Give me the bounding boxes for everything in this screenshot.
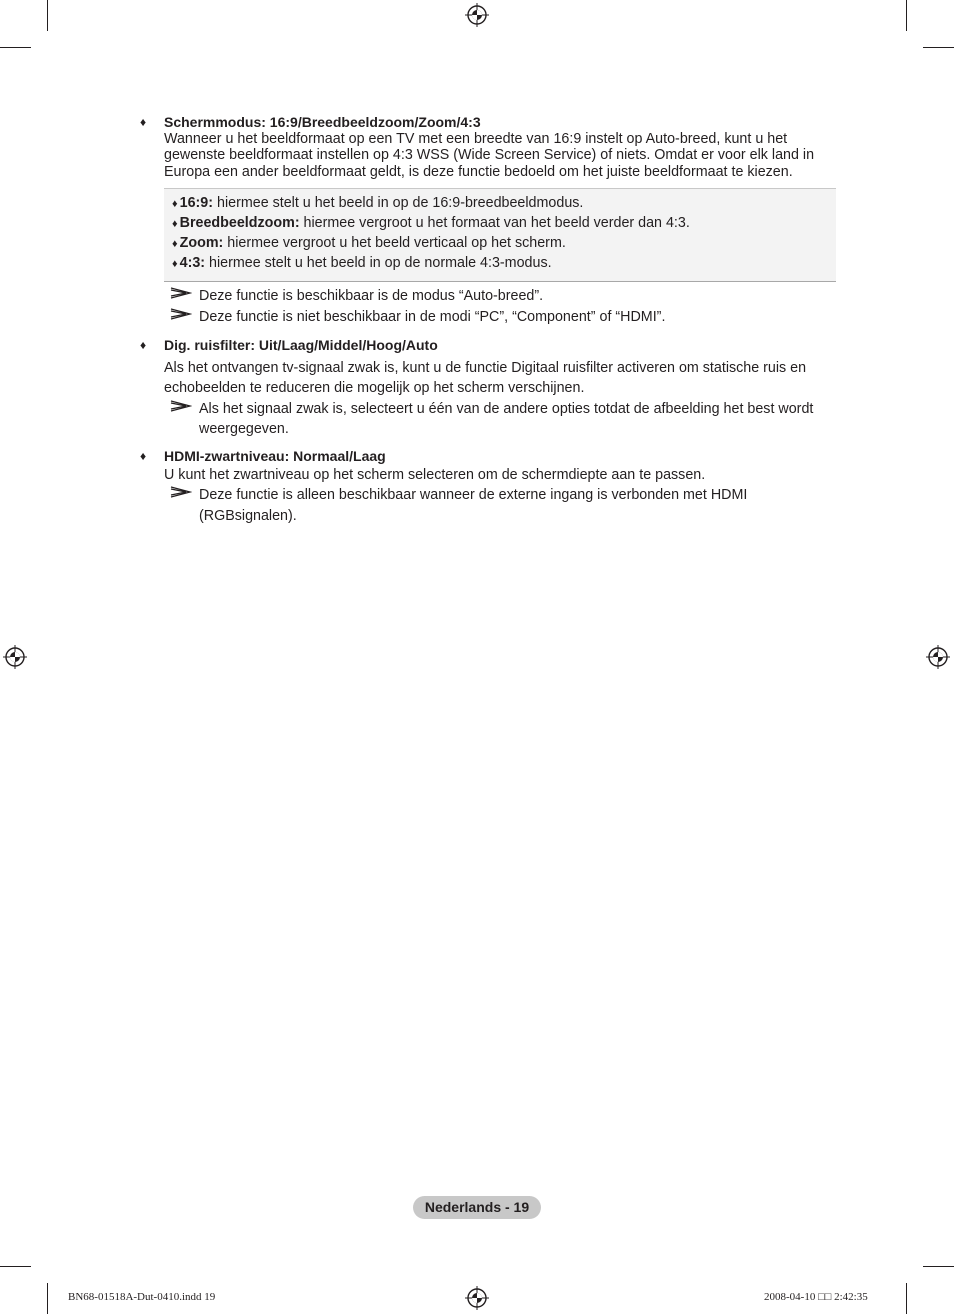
diamond-bullet-icon: ♦ [172,218,178,231]
section-body: U kunt het zwartniveau op het scherm selecteren om de schermdiepte aan te passen. [164,466,706,483]
diamond-bullet-icon: ♦ [172,198,178,211]
option-term: 4:3: [179,255,206,272]
note-text: Deze functie is beschikbaar is de modus “Auto-breed”. [199,288,544,305]
section-ruisfilter [140,337,840,440]
note [164,307,840,328]
option-term: Breedbeeldzoom: [179,215,300,232]
crop-mark-bottom-left-v [47,1283,48,1314]
diamond-bullet-icon: ♦ [140,338,147,353]
note-text: Deze functie is alleen beschikbaar wanneer de externe ingang is verbonden met HDMI (RGBsignalen). [199,487,748,524]
note-text: Deze functie is niet beschikbaar in de modi “PC”, “Component” of “HDMI”. [199,308,666,325]
note-arrow-icon [170,307,192,328]
option-item [172,254,828,274]
section-body: Als het ontvangen tv-signaal zwak is, kunt u de functie Digitaal ruisfilter activeren om statische ruis en echobeelden te reduceren die mogelijk op het scherm verschijnen. [164,359,807,397]
option-item [172,234,828,254]
registration-mark-icon [465,1286,489,1310]
page-number-badge: Nederlands - 19 [413,1196,541,1219]
crop-mark-top-right-v [906,0,907,31]
crop-mark-top-right-h [923,47,954,48]
diamond-bullet-icon: ♦ [140,448,147,463]
section-heading: Dig. ruisfilter: Uit/Laag/Middel/Hoog/Auto [164,337,438,354]
print-slug-right: 2008-04-10 □□ 2:42:35 [764,1291,868,1303]
option-text: hiermee vergroot u het beeld verticaal op het scherm. [223,235,566,252]
page-content [140,114,840,526]
note-text: Als het signaal zwak is, selecteert u één van de andere opties totdat de afbeelding het best wordt weergegeven. [199,400,814,438]
option-text: hiermee stelt u het beeld in op de normale 4:3-modus. [205,255,552,272]
print-slug-left: BN68-01518A-Dut-0410.indd 19 [68,1291,216,1303]
note [164,399,840,440]
crop-mark-top-left-v [47,0,48,31]
option-item [172,214,828,234]
note [164,286,840,307]
section-schermmodus [140,114,840,327]
section-heading: Schermmodus: 16:9/Breedbeeldzoom/Zoom/4:3 [164,114,481,130]
crop-mark-bottom-left-h [0,1266,31,1267]
diamond-bullet-icon: ♦ [140,115,147,129]
option-item [172,194,828,214]
crop-mark-bottom-right-h [923,1266,954,1267]
note-arrow-icon [170,399,192,420]
section-heading: HDMI-zwartniveau: Normaal/Laag [164,447,386,464]
crop-mark-bottom-right-v [906,1283,907,1314]
note [164,485,840,526]
diamond-bullet-icon: ♦ [172,258,178,271]
registration-mark-icon [926,645,950,669]
diamond-bullet-icon: ♦ [172,238,178,251]
section-body: Wanneer u het beeldformaat op een TV met een breedte van 16:9 instelt op Auto-breed, kunt u het gewenste beeldformaat instellen op 4:3 WSS (Wide Screen Service) of niets. Omdat er voor elk land in Europa een ander beeldformaat geldt, is deze functie bedoeld om het juiste beeldformaat te kiezen. [164,130,815,180]
note-arrow-icon [170,485,192,506]
option-term: Zoom: [179,235,224,252]
option-text: hiermee vergroot u het formaat van het beeld verder dan 4:3. [299,215,690,232]
registration-mark-icon [3,645,27,669]
crop-mark-top-left-h [0,47,31,48]
note-arrow-icon [170,286,192,307]
section-hdmi-zwartniveau [140,448,840,526]
option-text: hiermee stelt u het beeld in op de 16:9-breedbeeldmodus. [213,195,584,212]
option-term: 16:9: [179,195,214,212]
registration-mark-icon [465,3,489,27]
options-box [164,188,836,282]
